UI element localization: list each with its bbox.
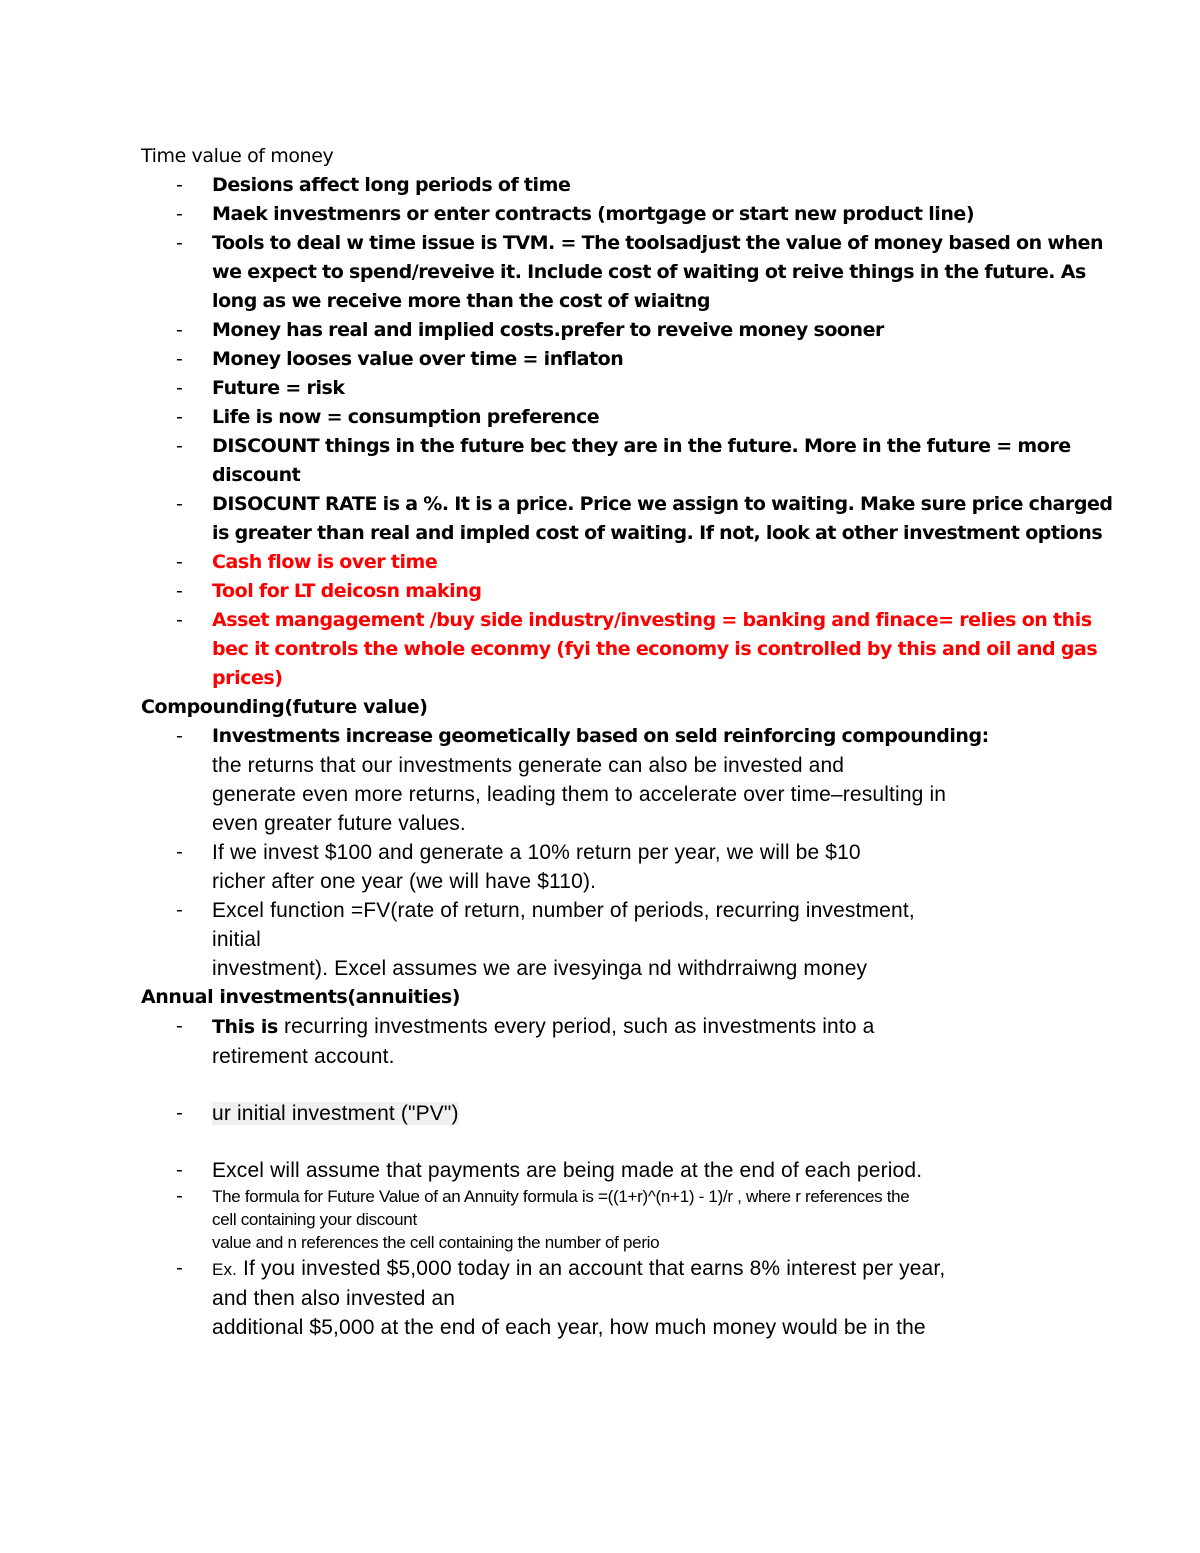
spacer: [141, 1128, 1081, 1156]
section-heading-annuities: Annual investments(annuities): [141, 986, 461, 1008]
list-item: - DISCOUNT things in the future bec they are in the future. More in the future = more discount: [141, 432, 1081, 490]
bullet-text: richer after one year (we will have $110).: [212, 870, 597, 893]
list-item: - Tools to deal w time issue is TVM. = The toolsadjust the value of money based on when we expect to spend/reveive it. Include cost of waiting ot reive things in the future. As long as we receive more than the cost of wiaitng: [141, 229, 1081, 316]
bullet-text: and then also invested an: [212, 1287, 456, 1310]
document-page: [141, 142, 1113, 1342]
spacer: [141, 1071, 1081, 1099]
bullet-text: is greater than real and impled cost of waiting. If not, look at other investment options: [212, 522, 1103, 544]
list-item: - If we invest $100 and generate a 10% return per year, we will be $10 richer after one year (we will have $110).: [141, 838, 1081, 896]
list-item: - Money looses value over time = inflaton: [141, 345, 1081, 374]
bullet-list-annuities: [141, 1012, 1081, 1342]
list-item: - Excel function =FV(rate of return, number of periods, recurring investment, initial investment). Excel assumes we are ivesyinga nd withdrraiwng money: [141, 896, 1081, 983]
list-item: - ur initial investment ("PV"): [176, 1102, 459, 1125]
bullet-text: recurring investments every period, such as investments into a: [277, 1015, 875, 1038]
bullet-text: investment). Excel assumes we are ivesyinga nd withdrraiwng money: [212, 957, 868, 980]
list-item: - Future = risk: [141, 374, 1081, 403]
bullet-text: the returns that our investments generate can also be invested and: [212, 754, 845, 777]
list-item: - Desions affect long periods of time: [141, 171, 1081, 200]
bullet-text-red: Tool for LT deicosn making: [212, 580, 482, 602]
bullet-text: Money looses value over time = inflaton: [212, 348, 624, 370]
bullet-lead: Ex.: [212, 1260, 238, 1279]
bullet-lead: This is: [212, 1016, 278, 1038]
bullet-text: discount: [212, 464, 301, 486]
list-item: - The formula for Future Value of an Annuity formula is =((1+r)^(n+1) - 1)/r , where r references the cell containing your discount value and n references the cell containing the number of perio: [141, 1185, 1081, 1254]
bullet-text: retirement account.: [212, 1045, 395, 1068]
section-heading-time-value: Time value of money: [141, 145, 334, 167]
bullet-text: Money has real and implied costs.prefer to reveive money sooner: [212, 319, 884, 341]
bullet-text: If you invested $5,000 today in an account that earns 8% interest per year,: [237, 1257, 946, 1280]
list-item-red: - Cash flow is over time: [141, 548, 1081, 577]
bullet-text: The formula for Future Value of an Annuity formula is =((1+r)^(n+1) - 1)/r , where r references the: [212, 1187, 910, 1206]
bullet-text: value and n references the cell containing the number of perio: [212, 1233, 660, 1252]
list-item: - Money has real and implied costs.prefer to reveive money sooner: [141, 316, 1081, 345]
bullet-text: Life is now = consumption preference: [212, 406, 600, 428]
list-item: - Life is now = consumption preference: [141, 403, 1081, 432]
list-item: - This is recurring investments every period, such as investments into a retirement account.: [141, 1012, 1081, 1071]
bullet-text-highlighted: ur initial investment ("PV"): [212, 1102, 459, 1125]
bullet-text: cell containing your discount: [212, 1210, 417, 1229]
list-item-red: - Asset mangagement /buy side industry/investing = banking and finace= relies on this bec it controls the whole econmy (fyi the economy is controlled by this and oil and gas prices): [141, 606, 1081, 693]
bullet-text: Excel will assume that payments are being made at the end of each period.: [212, 1159, 923, 1182]
bullet-lead: Investments increase geometically based on seld reinforcing compounding:: [212, 725, 989, 747]
bullet-text: DISOCUNT RATE is a %. It is a price. Price we assign to waiting. Make sure price charged: [212, 493, 1113, 515]
bullet-text: generate even more returns, leading them to accelerate over time–resulting in: [212, 783, 947, 806]
list-item-red: - Tool for LT deicosn making: [141, 577, 1081, 606]
section-heading-compounding: Compounding(future value): [141, 696, 428, 718]
bullet-text-red: prices): [212, 667, 283, 689]
bullet-text: Desions affect long periods of time: [212, 174, 571, 196]
bullet-text: we expect to spend/reveive it. Include cost of waiting ot reive things in the future. As: [212, 261, 1086, 283]
bullet-text-red: Asset mangagement /buy side industry/investing = banking and finace= relies on this: [212, 609, 1092, 631]
bullet-text-red: bec it controls the whole econmy (fyi the economy is controlled by this and oil and gas: [212, 638, 1098, 660]
bullet-text: If we invest $100 and generate a 10% return per year, we will be $10: [212, 841, 861, 864]
list-item: - Excel will assume that payments are being made at the end of each period.: [141, 1156, 1081, 1185]
bullet-text: Future = risk: [212, 377, 345, 399]
bullet-text: even greater future values.: [212, 812, 466, 835]
bullet-text: Tools to deal w time issue is TVM. = The toolsadjust the value of money based on when: [212, 232, 1104, 254]
bullet-text: Excel function =FV(rate of return, number of periods, recurring investment,: [212, 899, 915, 922]
list-item: - Investments increase geometically based on seld reinforcing compounding: the returns that our investments generate can also be invested and generate even more returns, leading them to accelerate over time–resulting in even greater future values.: [141, 722, 1081, 838]
bullet-text: long as we receive more than the cost of wiaitng: [212, 290, 711, 312]
bullet-list-compounding: [141, 722, 1081, 983]
bullet-text: additional $5,000 at the end of each year, how much money would be in the: [212, 1316, 926, 1339]
bullet-list-time-value: [141, 171, 1113, 693]
bullet-text: Maek investmenrs or enter contracts (mortgage or start new product line): [212, 203, 975, 225]
list-item: - Ex. If you invested $5,000 today in an account that earns 8% interest per year, and then also invested an additional $5,000 at the end of each year, how much money would be in the: [141, 1254, 1081, 1342]
bullet-text: DISCOUNT things in the future bec they are in the future. More in the future = more: [212, 435, 1071, 457]
bullet-text-red: Cash flow is over time: [212, 551, 438, 573]
list-item: - DISOCUNT RATE is a %. It is a price. Price we assign to waiting. Make sure price charged is greater than real and impled cost of waiting. If not, look at other investment options: [141, 490, 1081, 548]
bullet-text: initial: [212, 928, 261, 951]
list-item: - Maek investmenrs or enter contracts (mortgage or start new product line): [141, 200, 1081, 229]
